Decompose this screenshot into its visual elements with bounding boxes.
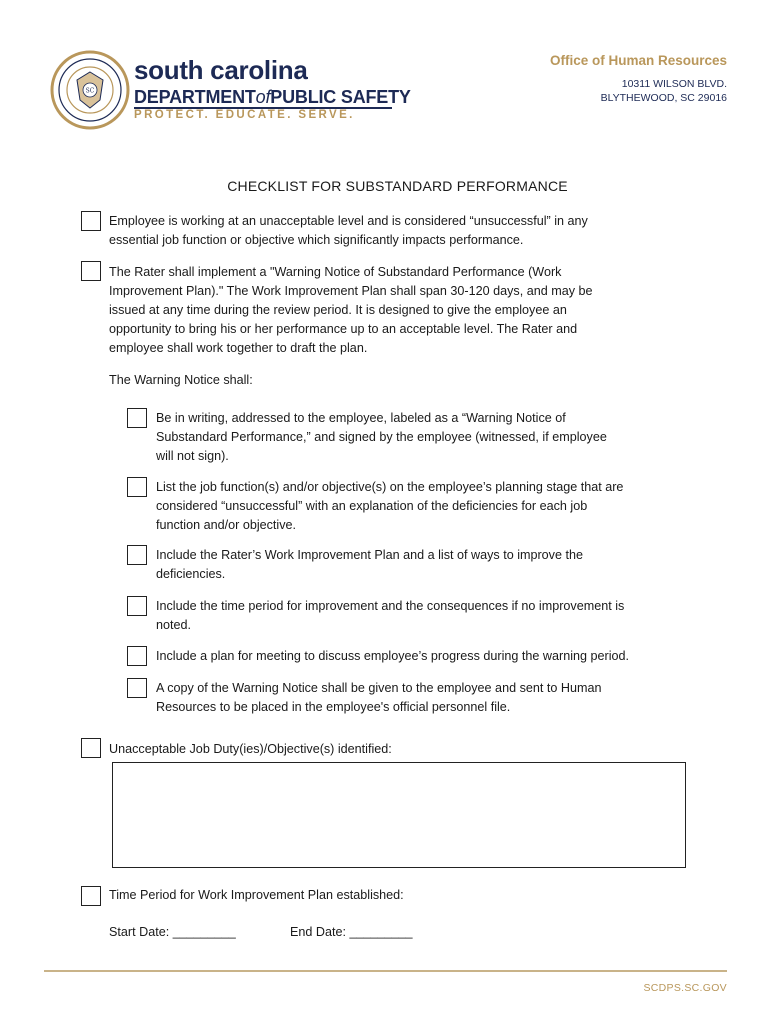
scdps-seal-logo (50, 50, 130, 130)
subitem-improvement-plan: Include the Rater’s Work Improvement Plan and a list of ways to improve the deficiencies. (156, 548, 583, 581)
svg-text:SC: SC (85, 87, 95, 95)
checkbox-improvement-plan[interactable] (127, 545, 147, 565)
warning-notice-intro: The Warning Notice shall: (109, 373, 253, 387)
duties-identified-label: Unacceptable Job Duty(ies)/Objective(s) identified: (109, 742, 392, 756)
office-name: Office of Human Resources (549, 53, 727, 68)
address-line-2: BLYTHEWOOD, SC 29016 (600, 92, 727, 104)
address-line-1: 10311 WILSON BLVD. (621, 78, 727, 90)
checkbox-in-writing[interactable] (127, 408, 147, 428)
item-unsuccessful-level: Employee is working at an unacceptable level and is considered “unsuccessful” in any essential job function or objective which significantly impacts performance. (109, 214, 588, 247)
brand-department: DEPARTMENTofPUBLIC SAFETY (134, 87, 411, 107)
subitem-in-writing: Be in writing, addressed to the employee, labeled as a “Warning Notice of Substandard Performance,” and signed by the employee (witnessed, if employee will not sign). (156, 411, 607, 463)
subitem-meeting-plan: Include a plan for meeting to discuss employee’s progress during the warning period. (156, 649, 630, 663)
page-title: CHECKLIST FOR SUBSTANDARD PERFORMANCE (227, 178, 568, 194)
checkbox-duties-identified[interactable] (81, 738, 101, 758)
brand-state-name: south carolina (134, 55, 308, 85)
footer-divider (44, 970, 727, 972)
footer-website: SCDPS.SC.GOV (643, 982, 727, 994)
checkbox-meeting-plan[interactable] (127, 646, 147, 666)
subitem-list-job-functions: List the job function(s) and/or objective(s) on the employee’s planning stage that are considered “unsuccessful” with an explanation of the deficiencies for each job function and/or objective. (156, 480, 624, 532)
checkbox-copy-to-hr[interactable] (127, 678, 147, 698)
duties-answer-field[interactable] (112, 762, 686, 868)
checkbox-time-period[interactable] (127, 596, 147, 616)
item-warning-notice: The Rater shall implement a "Warning Notice of Substandard Performance (Work Improvement Plan)." The Work Improvement Plan shall span 30-120 days, and may be issued at any time during the review period. It is designed to give the employee an opportunity to bring his or her performance up to an acceptable level. The Rater and employee shall work together to draft the plan. (109, 265, 593, 355)
time-period-label: Time Period for Work Improvement Plan established: (109, 888, 404, 902)
brand-tagline: PROTECT. EDUCATE. SERVE. (134, 109, 355, 121)
start-date-field[interactable]: Start Date: _________ (109, 925, 236, 939)
end-date-field[interactable]: End Date: _________ (290, 925, 413, 939)
checkbox-list-job-functions[interactable] (127, 477, 147, 497)
checkbox-warning-notice[interactable] (81, 261, 101, 281)
subitem-time-period: Include the time period for improvement and the consequences if no improvement is noted. (156, 599, 625, 632)
subitem-copy-to-hr: A copy of the Warning Notice shall be given to the employee and sent to Human Resources to be placed in the employee's official personnel file. (156, 681, 602, 714)
checkbox-unsuccessful-level[interactable] (81, 211, 101, 231)
checkbox-time-period-established[interactable] (81, 886, 101, 906)
